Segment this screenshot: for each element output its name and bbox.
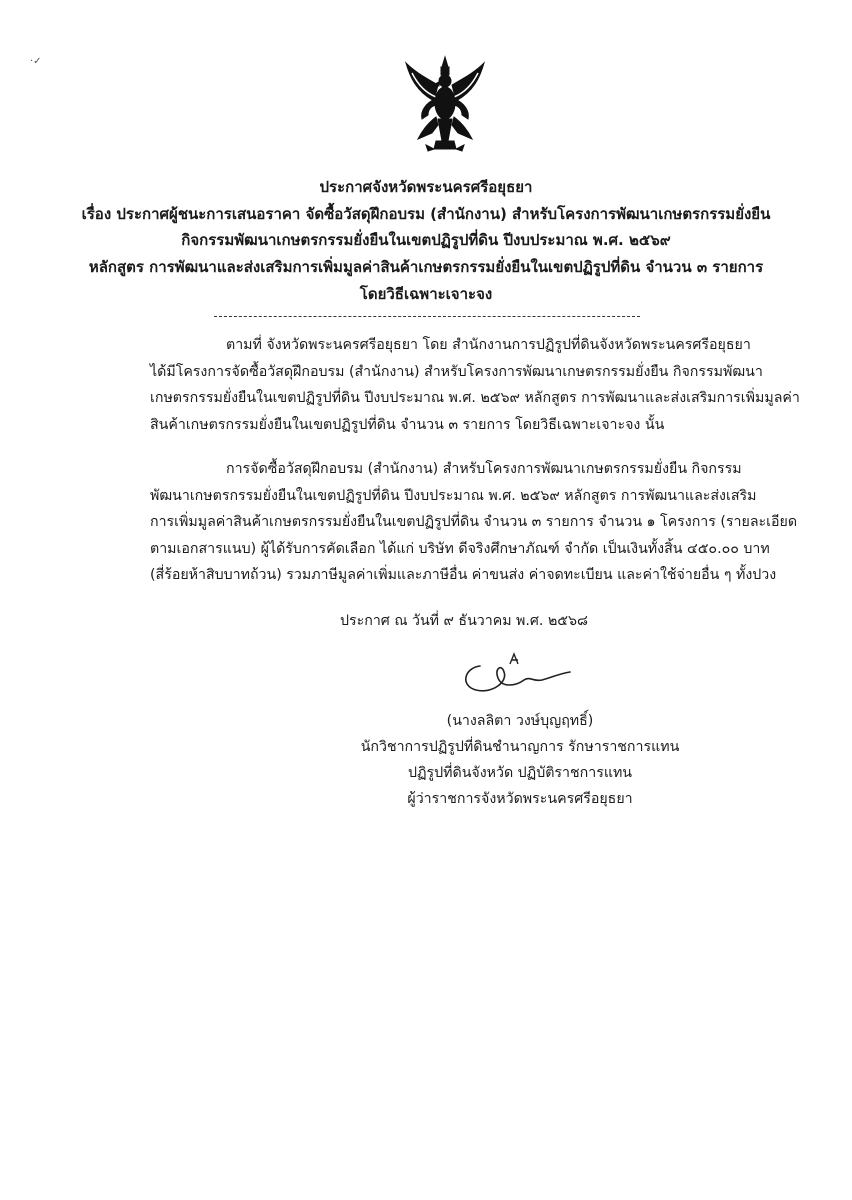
- scan-speck: ·✓: [30, 56, 42, 67]
- paragraph-line: ตามเอกสารแนบ) ผู้ได้รับการคัดเลือก ได้แก่ บริษัท ดีจริงศึกษาภัณฑ์ จำกัด เป็นเงินทั้งสิ้น ๔๕๐.๐๐ บาท: [150, 540, 770, 557]
- announcement-date: ประกาศ ณ วันที่ ๙ ธันวาคม พ.ศ. ๒๕๖๘: [340, 613, 588, 629]
- signatory-position: นักวิชาการปฏิรูปที่ดินชำนาญการ รักษาราชการแทน: [360, 739, 680, 755]
- paragraph-line: ตามที่ จังหวัดพระนครศรีอยุธยา โดย สำนักงานการปฏิรูปที่ดินจังหวัดพระนครศรีอยุธยา: [226, 337, 751, 353]
- paragraph-line: การเพิ่มมูลค่าสินค้าเกษตรกรรมยั่งยืนในเขตปฏิรูปที่ดิน จำนวน ๓ รายการ จำนวน ๑ โครงการ (รายละเอียด: [150, 514, 798, 530]
- header-course: หลักสูตร การพัฒนาและส่งเสริมการเพิ่มมูลค่าสินค้าเกษตรกรรมยั่งยืนในเขตปฏิรูปที่ดิน จำนวน ๓ รายการ: [88, 258, 764, 276]
- paragraph-line: การจัดซื้อวัสดุฝึกอบรม (สำนักงาน) สำหรับโครงการพัฒนาเกษตรกรรมยั่งยืน กิจกรรม: [226, 461, 742, 477]
- paragraph-line: ได้มีโครงการจัดซื้อวัสดุฝึกอบรม (สำนักงาน) สำหรับโครงการพัฒนาเกษตรกรรมยั่งยืน กิจกรรมพัฒนา: [150, 363, 763, 380]
- signatory-position: ปฏิรูปที่ดินจังหวัด ปฏิบัติราชการแทน: [407, 765, 633, 781]
- header-divider: [214, 316, 640, 317]
- paragraph-background: [150, 332, 800, 438]
- header-title: ประกาศจังหวัดพระนครศรีอยุธยา: [319, 178, 533, 196]
- paragraph-line: พัฒนาเกษตรกรรมยั่งยืนในเขตปฏิรูปที่ดิน ปีงบประมาณ พ.ศ. ๒๕๖๙ หลักสูตร การพัฒนาและส่งเสริม: [150, 487, 757, 504]
- paragraph-line: (สี่ร้อยห้าสิบบาทถ้วน) รวมภาษีมูลค่าเพิ่มและภาษีอื่น ค่าขนส่ง ค่าจดทะเบียน และค่าใช้จ่ายอื่น ๆ ทั้งปวง: [150, 567, 777, 583]
- header-activity: กิจกรรมพัฒนาเกษตรกรรมยั่งยืนในเขตปฏิรูปที่ดิน ปีงบประมาณ พ.ศ. ๒๕๖๙: [181, 231, 671, 249]
- signatory-name: (นางลลิตา วงษ์บุญฤทธิ์): [446, 713, 594, 729]
- signatory-position: ผู้ว่าราชการจังหวัดพระนครศรีอยุธยา: [407, 791, 633, 807]
- paragraph-award: [150, 456, 798, 589]
- handwritten-signature: [458, 652, 578, 698]
- garuda-emblem-icon: [398, 55, 492, 153]
- paragraph-line: สินค้าเกษตรกรรมยั่งยืนในเขตปฏิรูปที่ดิน จำนวน ๓ รายการ โดยวิธีเฉพาะเจาะจง นั้น: [150, 416, 665, 433]
- header-subject: เรื่อง ประกาศผู้ชนะการเสนอราคา จัดซื้อวัสดุฝึกอบรม (สำนักงาน) สำหรับโครงการพัฒนาเกษตรกรรมยั่งยืน: [81, 205, 771, 223]
- signature-block: [300, 708, 740, 812]
- header-method: โดยวิธีเฉพาะเจาะจง: [359, 285, 493, 303]
- paragraph-line: เกษตรกรรมยั่งยืนในเขตปฏิรูปที่ดิน ปีงบประมาณ พ.ศ. ๒๕๖๙ หลักสูตร การพัฒนาและส่งเสริมการเพิ่มมูลค่า: [150, 390, 800, 406]
